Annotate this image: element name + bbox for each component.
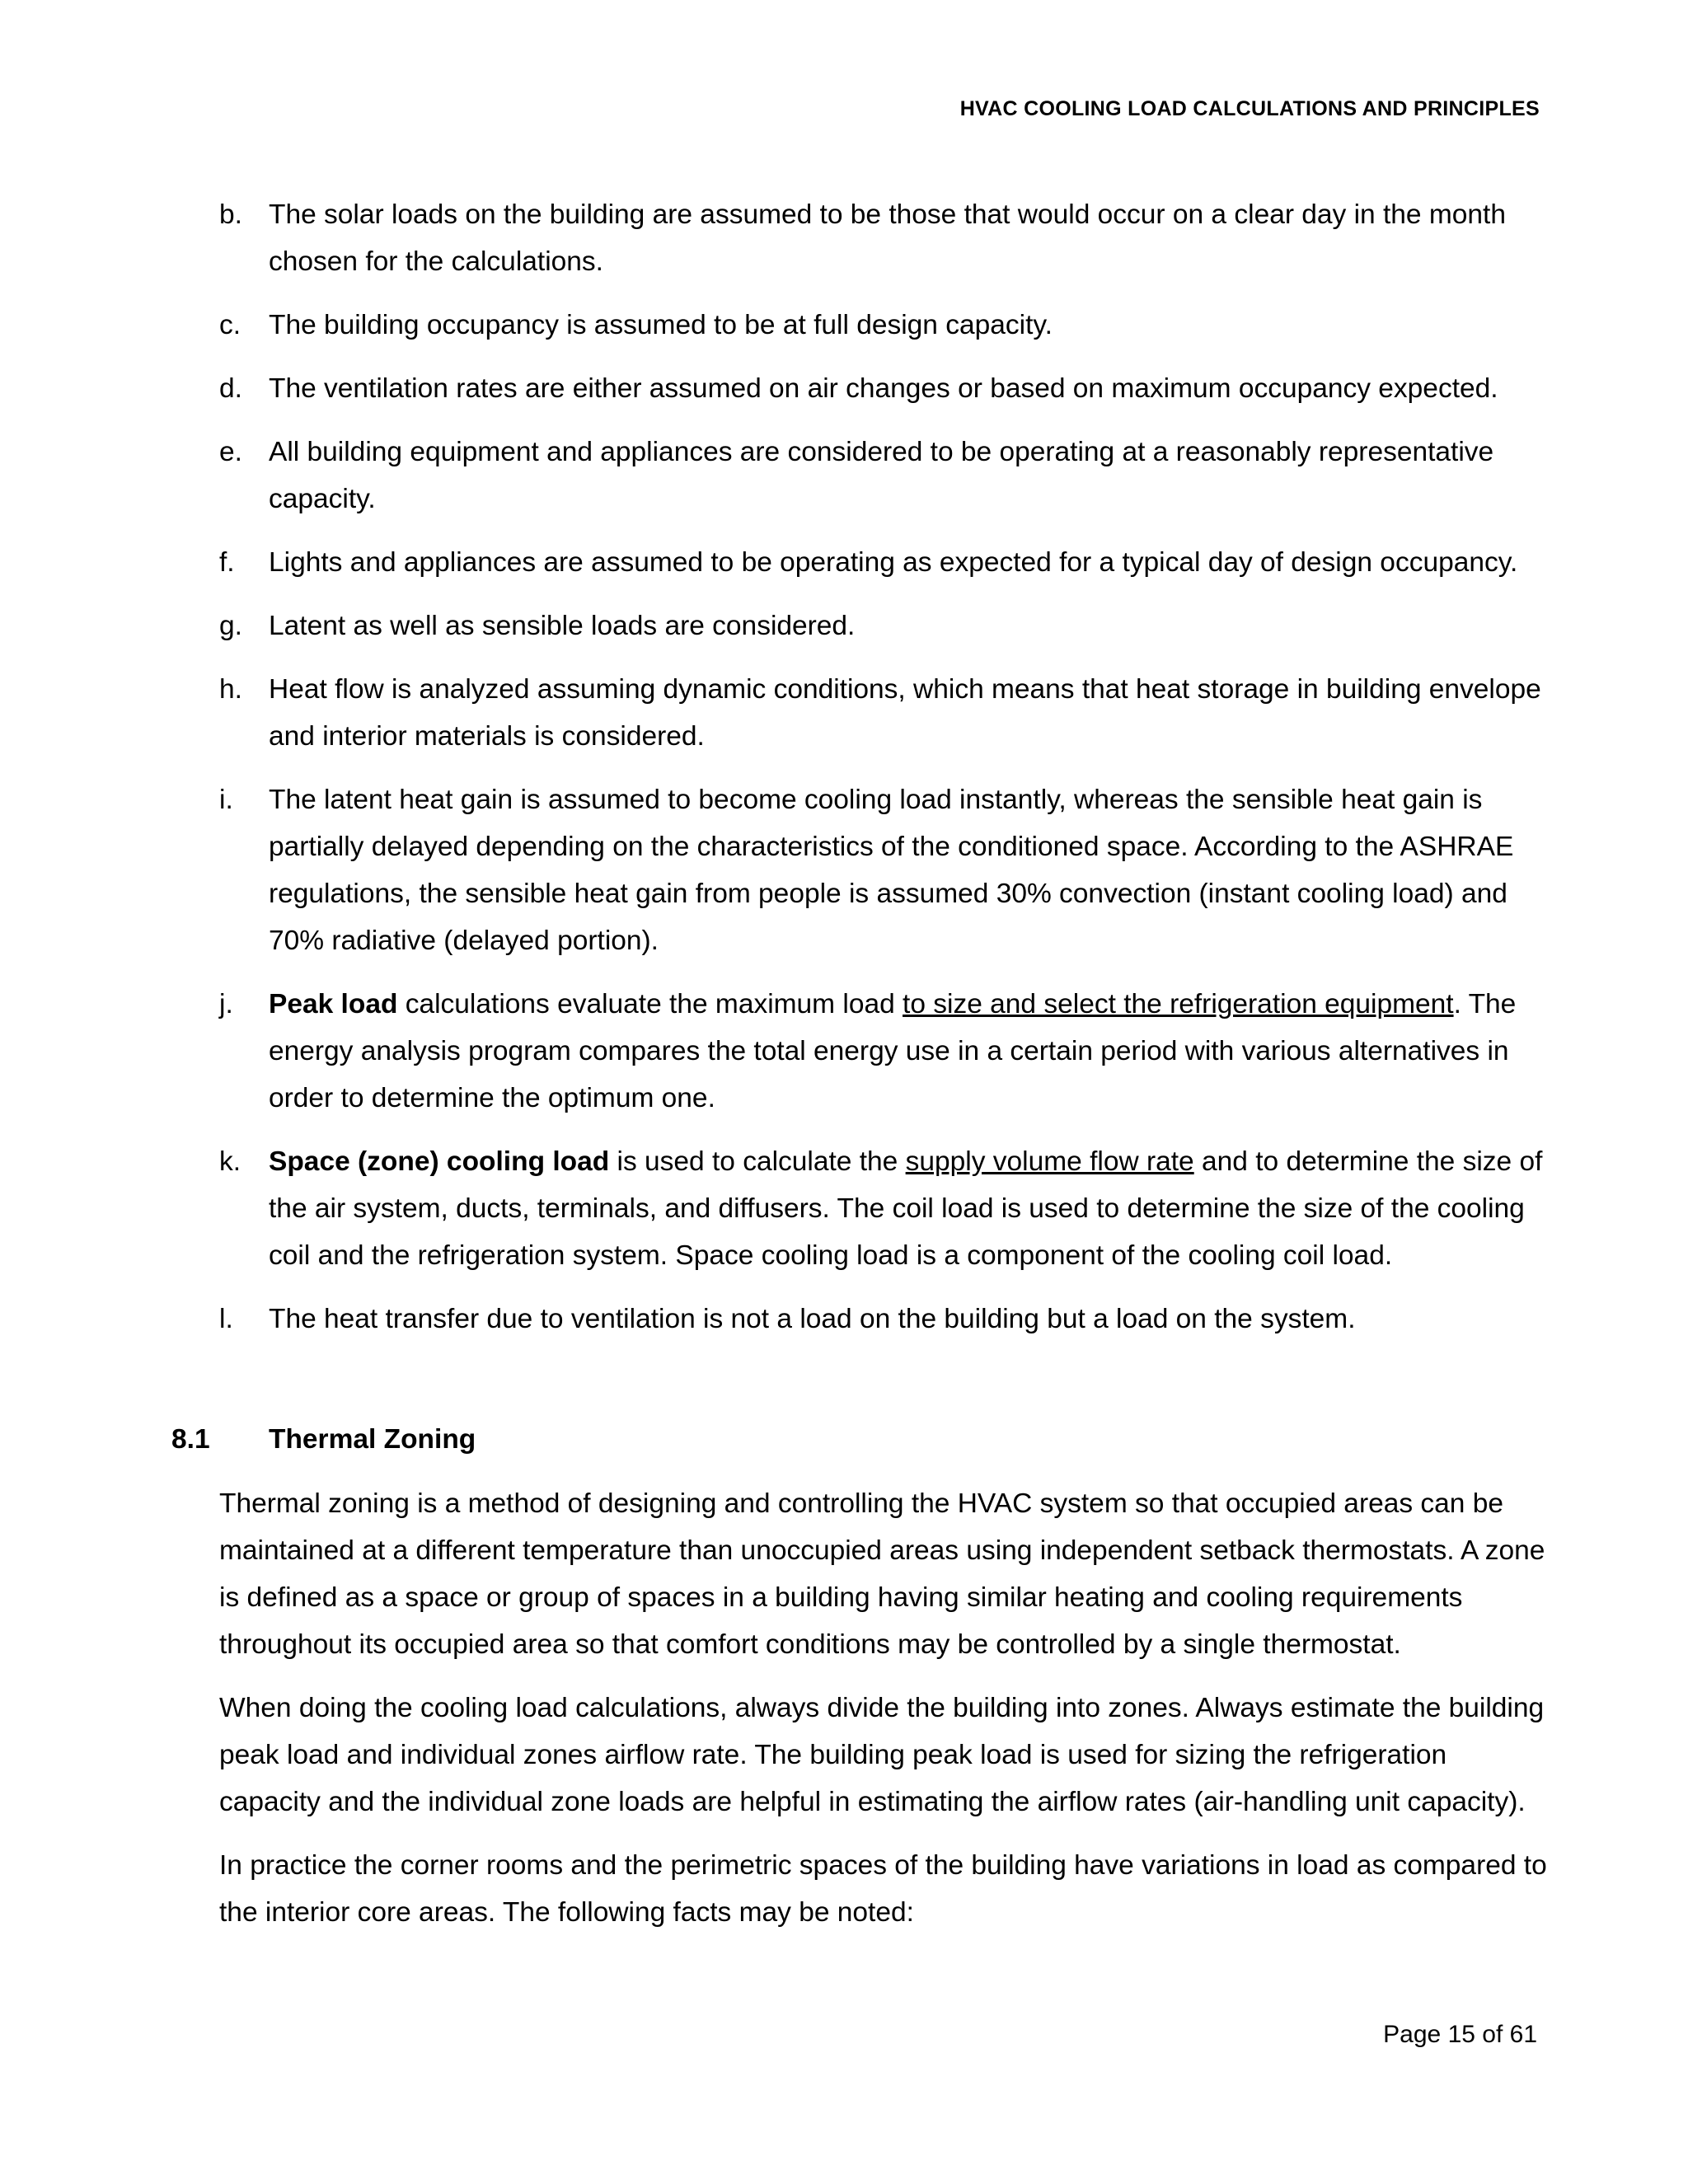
list-marker: f. [219, 547, 235, 578]
list-marker: e. [219, 437, 242, 467]
list-item-text: and to determine the size of the air system, ducts, terminals, and diffusers. The coil load is used to determine the size of the cooling coil and the refrigeration system. Space cooling load is a component of the cooling coil load. [269, 1146, 1543, 1271]
list-item [0, 1138, 1688, 1279]
list-item [0, 1296, 1688, 1343]
list-marker: k. [219, 1146, 241, 1177]
section-number: 8.1 [171, 1424, 210, 1455]
list-item-bold-term: Space (zone) cooling load [269, 1146, 610, 1177]
list-marker: g. [219, 611, 242, 641]
list-marker: b. [219, 199, 242, 230]
list-item [0, 429, 1688, 523]
list-item-text: The heat transfer due to ventilation is not a load on the building but a load on the system. [269, 1304, 1356, 1334]
list-marker: h. [219, 674, 242, 705]
list-item [0, 302, 1688, 349]
list-item-text: calculations evaluate the maximum load [397, 989, 903, 1019]
list-item-text: The building occupancy is assumed to be at full design capacity. [269, 310, 1053, 340]
paragraph: In practice the corner rooms and the perimetric spaces of the building have variations in load as compared to the interior core areas. The following facts may be noted: [219, 1850, 1547, 1928]
list-item-underlined-phrase: supply volume flow rate [905, 1146, 1194, 1177]
assumptions-list [0, 191, 1688, 1359]
section-heading [171, 1416, 476, 1463]
list-item [0, 365, 1688, 412]
paragraph: When doing the cooling load calculations, always divide the building into zones. Always estimate the building peak load and individual zones airflow rate. The building peak load is used for sizing the refrigeration capacity and the individual zone loads are helpful in estimating the airflow rates (air-handling unit capacity). [219, 1693, 1545, 1817]
list-marker: d. [219, 373, 242, 404]
list-item-text: Heat flow is analyzed assuming dynamic conditions, which means that heat storage in building envelope and interior materials is considered. [269, 674, 1541, 752]
list-item [0, 666, 1688, 760]
section-title: Thermal Zoning [269, 1424, 476, 1455]
list-marker: c. [219, 310, 241, 340]
list-item-underlined-phrase: to size and select the refrigeration equipment [903, 989, 1454, 1019]
list-marker: l. [219, 1304, 233, 1334]
list-item [0, 602, 1688, 649]
section-body [219, 1480, 1548, 1952]
list-item [0, 191, 1688, 285]
list-item [0, 776, 1688, 964]
list-item-text: . The energy analysis program compares the total energy use in a certain period with various alternatives in order to determine the optimum one. [269, 989, 1517, 1113]
list-item-bold-term: Peak load [269, 989, 398, 1019]
paragraph: Thermal zoning is a method of designing and controlling the HVAC system so that occupied areas can be maintained at a different temperature than unoccupied areas using independent setback thermostats. A zone is defined as a space or group of spaces in a building having similar heating and cooling requirements throughout its occupied area so that comfort conditions may be controlled by a single thermostat. [219, 1488, 1545, 1660]
list-item [0, 981, 1688, 1122]
list-marker: i. [219, 785, 233, 815]
list-item-text: The solar loads on the building are assumed to be those that would occur on a clear day in the month chosen for the calculations. [269, 199, 1506, 277]
list-item-text: Lights and appliances are assumed to be operating as expected for a typical day of design occupancy. [269, 547, 1518, 578]
list-item-text: Latent as well as sensible loads are considered. [269, 611, 856, 641]
page-number: Page 15 of 61 [1383, 2021, 1537, 2048]
list-item [0, 539, 1688, 586]
running-header: HVAC COOLING LOAD CALCULATIONS AND PRINCIPLES [959, 97, 1540, 120]
list-item-text: is used to calculate the [609, 1146, 906, 1177]
list-item-text: The ventilation rates are either assumed on air changes or based on maximum occupancy expected. [269, 373, 1498, 404]
list-item-text: All building equipment and appliances are considered to be operating at a reasonably representative capacity. [269, 437, 1494, 514]
list-item-text: The latent heat gain is assumed to become cooling load instantly, whereas the sensible heat gain is partially delayed depending on the characteristics of the conditioned space. According to the ASHRAE regulations, the sensible heat gain from people is assumed 30% convection (instant cooling load) and 70% radiative (delayed portion). [269, 785, 1514, 956]
list-marker: j. [219, 989, 233, 1019]
